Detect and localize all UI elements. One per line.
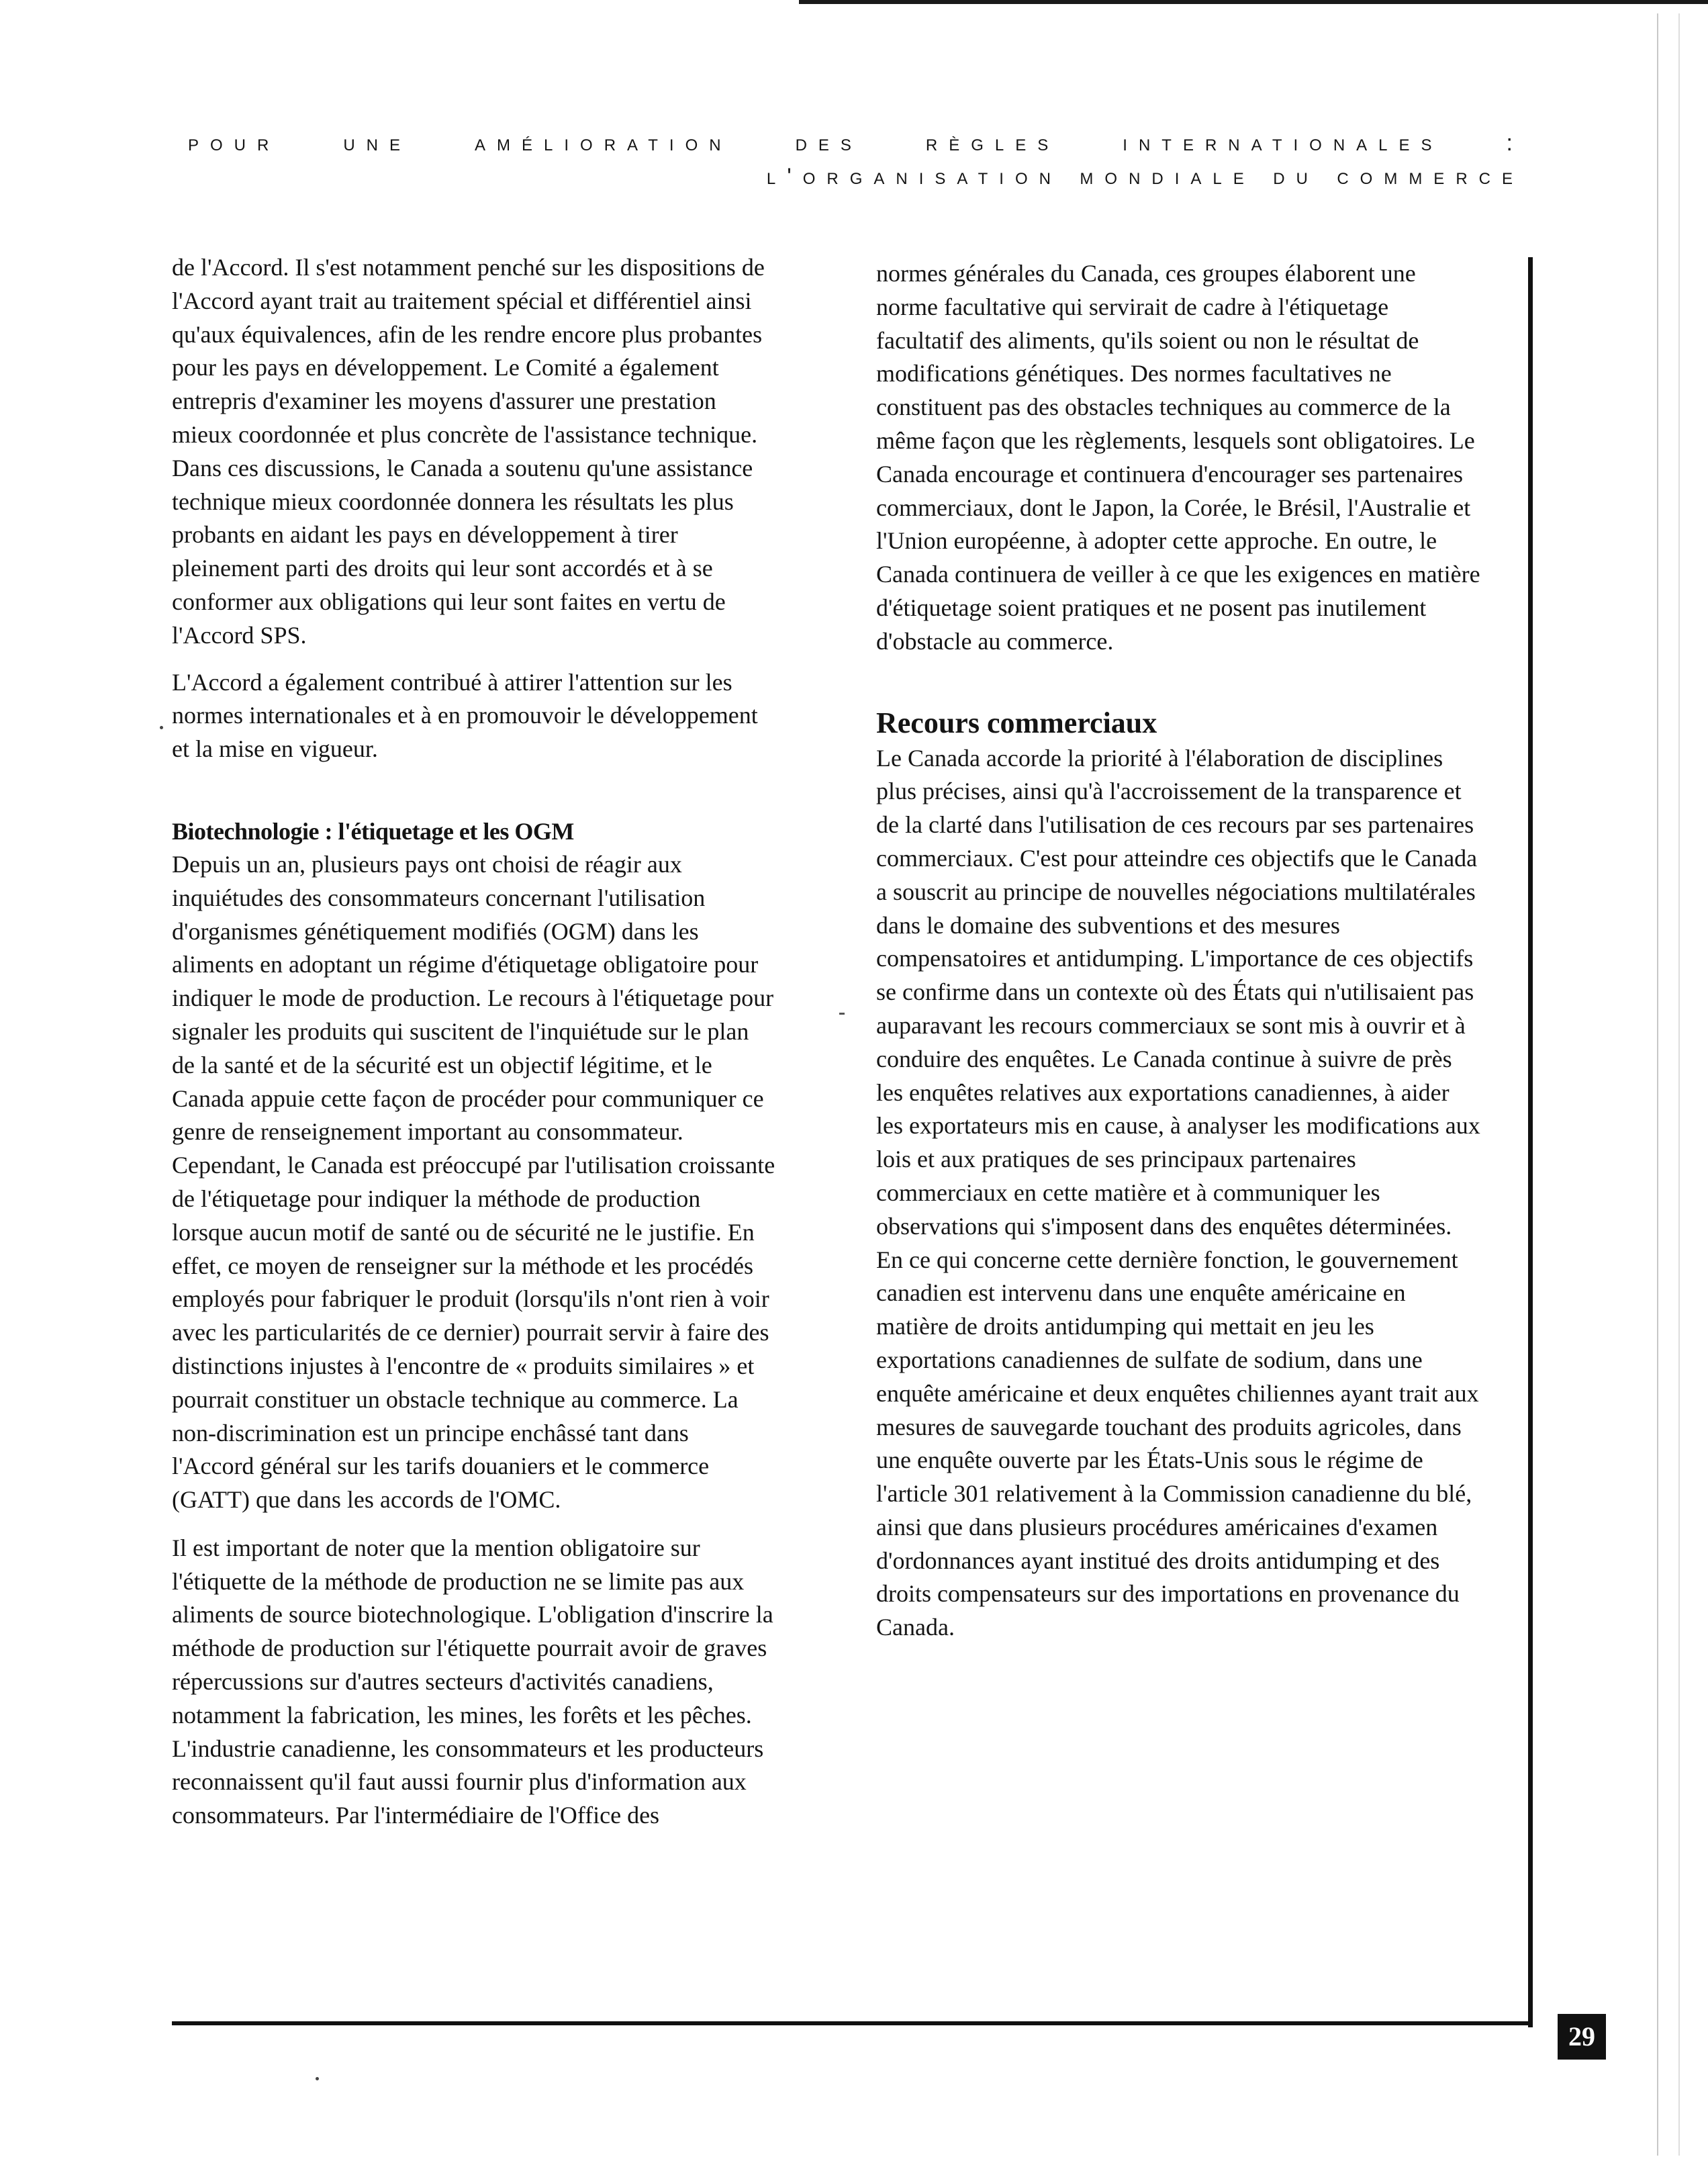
left-column (172, 251, 776, 1833)
scan-mark (839, 1013, 845, 1015)
vertical-rule (1528, 257, 1533, 2027)
scan-edge-line (1657, 13, 1658, 2156)
body-paragraph: normes générales du Canada, ces groupes élaborent une norme facultative qui servirait de cadre à l'étiquetage facultatif des aliments, qu'ils soient ou non le résultat de modifications génétiques. Des normes facultatives ne constituent pas des obstacles techniques au commerce de la même façon que les règlements, lesquels sont obligatoires. Le Canada encourage et continuera d'encourager ses partenaires commerciaux, dont le Japon, la Corée, le Brésil, l'Australie et l'Union européenne, à adopter cette approche. En outre, le Canada continuera de veiller à ce que les exigences en matière d'étiquetage soient pratiques et ne posent pas inutilement d'obstacle au commerce. (876, 260, 1480, 655)
body-paragraph: Le Canada accorde la priorité à l'élaboration de disciplines plus précises, ainsi qu'à l'accroissement de la transparence et de la clarté dans l'utilisation de ces recours par ses partenaires commerciaux. C'est pour atteindre ces objectifs que le Canada a souscrit au principe de nouvelles négociations multilatérales dans le domaine des subventions et des mesures compensatoires et antidumping. L'importance de ces objectifs se confirme dans un contexte où des États qui n'utilisaient pas auparavant les recours commerciaux se sont mis à ouvrir et à conduire des enquêtes. Le Canada continue à suivre de près les enquêtes relatives aux exportations canadiennes, à aider les exportateurs mis en cause, à analyser les modifications aux lois et aux pratiques de ses principaux partenaires commerciaux en cette matière et à communiquer les observations qui s'imposent dans des enquêtes déterminées. En ce qui concerne cette dernière fonction, le gouvernement canadien est intervenu dans une enquête américaine en matière de droits antidumping qui mettait en jeu les exportations canadiennes de sulfate de sodium, dans une enquête américaine et deux enquêtes chiliennes ayant trait aux mesures de sauvegarde touchant des produits agricoles, dans une enquête ouverte par les États-Unis sous le régime de l'article 301 relativement à la Commission canadienne du blé, ainsi que dans plusieurs procédures américaines d'examen d'ordonnances ayant institué des droits antidumping et des droits compensateurs sur des importations en provenance du Canada. (876, 744, 1480, 1641)
bottom-rule (172, 2021, 1533, 2025)
stray-dot (160, 726, 163, 729)
running-head-line-2: l'organisation mondiale du commerce (766, 164, 1524, 189)
subheading-biotechnologie: Biotechnologie : l'étiquetage et les OGM (172, 817, 574, 845)
body-paragraph: Il est important de noter que la mention obligatoire sur l'étiquette de la méthode de production ne se limite pas aux aliments de source biotechnologique. L'obligation d'inscrire la méthode de production sur l'étiquette pourrait avoir de graves répercussions sur d'autres secteurs d'activités canadiens, notamment la fabrication, les mines, les forêts et les pêches. L'industrie canadienne, les consommateurs et les producteurs reconnaissent qu'il faut aussi fournir plus d'information aux consommateurs. Par l'intermédiaire de l'Office des (172, 1534, 773, 1829)
body-paragraph: L'Accord a également contribué à attirer l'attention sur les normes internationales et à en promouvoir le développement et la mise en vigueur. (172, 668, 758, 763)
scan-top-rule (799, 0, 1708, 4)
scan-edge-line (1678, 13, 1680, 2156)
section-heading-recours-commerciaux: Recours commerciaux (876, 706, 1157, 739)
stray-dot (316, 2077, 319, 2080)
page-number: 29 (1558, 2014, 1606, 2060)
right-column (876, 257, 1480, 1645)
body-paragraph: de l'Accord. Il s'est notamment penché sur les dispositions de l'Accord ayant trait au traitement spécial et différentiel ainsi qu'aux équivalences, afin de les rendre encore plus probantes pour les pays en développement. Le Comité a également entrepris d'examiner les moyens d'assurer une prestation mieux coordonnée et plus concrète de l'assistance technique. Dans ces discussions, le Canada a soutenu qu'une assistance technique mieux coordonnée donnera les résultats les plus probants en aidant les pays en développement à tirer pleinement parti des droits qui leur sont accordés et à se conformer aux obligations qui leur sont faites en vertu de l'Accord SPS. (172, 254, 765, 649)
body-paragraph: Depuis un an, plusieurs pays ont choisi de réagir aux inquiétudes des consommateurs concernant l'utilisation d'organismes génétiquement modifiés (OGM) dans les aliments en adoptant un régime d'étiquetage obligatoire pour indiquer le mode de production. Le recours à l'étiquetage pour signaler les produits qui suscitent de l'inquiétude sur le plan de la santé et de la sécurité est un objectif légitime, et le Canada appuie cette façon de procéder pour communiquer ce genre de renseignement important au consommateur. Cependant, le Canada est préoccupé par l'utilisation croissante de l'étiquetage pour indiquer la méthode de production lorsque aucun motif de santé ou de sécurité ne le justifie. En effet, ce moyen de renseigner sur la méthode et les procédés employés pour fabriquer le produit (lorsqu'ils n'ont rien à voir avec les particularités de ce dernier) pourrait servir à faire des distinctions injustes à l'encontre de « produits similaires » et pourrait constituer un obstacle technique au commerce. La non-discrimination est un principe enchâssé tant dans l'Accord général sur les tarifs douaniers et le commerce (GATT) que dans les accords de l'OMC. (172, 850, 775, 1514)
running-head-line-1: pour une amélioration des règles internationales : (188, 130, 1524, 156)
